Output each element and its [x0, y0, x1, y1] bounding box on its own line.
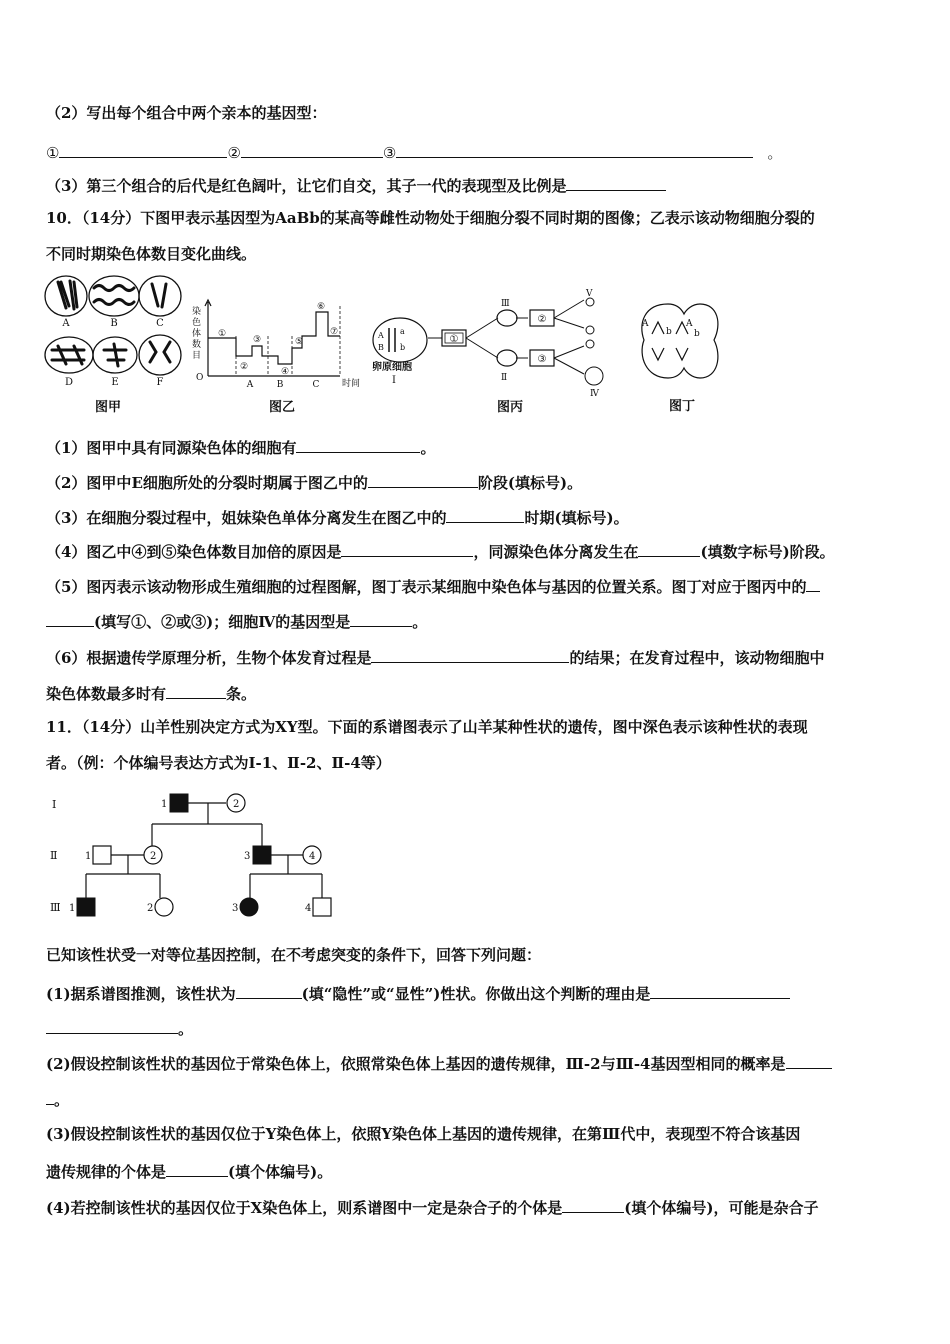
oogonium-cell: [373, 318, 427, 362]
id-ii-4: 4: [309, 851, 316, 862]
q10-s4-text: （4）图乙中④到⑤染色体数目加倍的原因是: [46, 543, 342, 561]
caption-jia: 图甲: [94, 400, 122, 415]
gen3-male-1-affected: [77, 898, 95, 916]
figure-ding: [634, 296, 724, 416]
stage-2: ②: [239, 362, 249, 372]
ding-gene-4: b: [694, 329, 700, 339]
q10-s6-text: （6）根据遗传学原理分析，生物个体发育过程是: [46, 649, 372, 667]
curve: [208, 312, 340, 364]
stage-3: ③: [252, 335, 262, 345]
id-iii-2: 2: [147, 903, 154, 914]
q11-intro-text2: 者。（例：个体编号表达方式为Ⅰ-1、Ⅱ-2、Ⅱ-4等）: [46, 754, 391, 772]
ylabel-1: 染: [192, 307, 202, 317]
ding-gene-3: b: [666, 327, 672, 337]
q10-s3-end: 时期(填标号)。: [524, 509, 629, 527]
id-iii-3: 3: [232, 903, 239, 914]
q11-s1-blank-2b[interactable]: [46, 1017, 178, 1034]
q9-marker-3: ③: [382, 144, 397, 162]
q10-s5-line1: [46, 575, 820, 597]
q11-s4-text: (4)若控制该性状的基因仅位于X染色体上，则系谱图中一定是杂合子的个体是: [46, 1199, 563, 1217]
egg-iv: [585, 367, 603, 385]
q10-s5-blank-1b[interactable]: [46, 610, 94, 627]
q10-s2-end: 阶段(填标号)。: [477, 474, 583, 492]
q10-s4-end: (填数字标号)阶段。: [700, 543, 835, 561]
q10-s6-mid: 的结果；在发育过程中，该动物细胞中: [569, 649, 825, 667]
q11-s4-blank[interactable]: [562, 1196, 624, 1213]
label-f: F: [156, 377, 164, 388]
caption-bing: 图丙: [496, 400, 524, 415]
q10-s6-blank-1[interactable]: [371, 646, 569, 663]
q10-s6-line1: [46, 646, 824, 668]
generation-ii: Ⅱ: [50, 849, 58, 862]
roman-1: Ⅰ: [392, 375, 396, 386]
q10-s5-tail: 。: [412, 613, 428, 631]
q11-s3-end: (填个体编号)。: [228, 1163, 333, 1181]
q11-s2-line1: [46, 1052, 832, 1074]
q11-s1-text: (1)据系谱图推测，该性状为: [46, 985, 236, 1003]
stage-5: ⑤: [294, 337, 304, 347]
q11-s2-text: (2)假设控制该性状的基因位于常染色体上，依照常染色体上基因的遗传规律，Ⅲ-2与Ⅲ-4基因型相同的概率是: [46, 1055, 786, 1073]
phase-a: A: [246, 380, 254, 390]
roman-4: Ⅳ: [590, 389, 599, 399]
q10-intro-text1: 10．（14分）下图甲表示基因型为AaBb的某高等雌性动物处于细胞分裂不同时期的图像；乙表示该动物细胞分裂的: [46, 209, 815, 227]
q9-blank-3[interactable]: [396, 141, 753, 158]
chromosomes-a: [58, 281, 77, 309]
caption-yi: 图乙: [268, 400, 296, 415]
chromosomes-b: [94, 286, 134, 305]
stage-1: ①: [217, 329, 227, 339]
q9-marker-2: ②: [227, 144, 241, 162]
id-i-2: 2: [233, 799, 240, 810]
gen2-male-3-affected: [253, 846, 271, 864]
q11-s2-line2: [46, 1088, 69, 1110]
q9-marker-1: ①: [46, 144, 60, 162]
q10-s4-mid: ，同源染色体分离发生在: [473, 543, 639, 561]
ylabel-3: 体: [192, 329, 202, 339]
chromosomes-f: [150, 342, 170, 362]
oogonium-label: 卵原细胞: [372, 362, 412, 373]
q11-known: [46, 945, 541, 965]
dividing-cell: [642, 304, 718, 378]
ding-gene-1: A: [642, 319, 649, 329]
q9-part3-text: （3）第三个组合的后代是红色阔叶，让它们自交，其子一代的表现型及比例是: [46, 177, 567, 195]
gen3-female-3-affected: [240, 898, 258, 916]
oogonium-chromosomes: [389, 328, 395, 352]
q10-s3-blank[interactable]: [446, 506, 524, 523]
generation-i: Ⅰ: [52, 798, 57, 811]
q10-s5-text: （5）图丙表示该动物形成生殖细胞的过程图解，图丁表示某细胞中染色体与基因的位置关系。图丁对应于图丙中的: [46, 578, 807, 596]
q10-s1: [46, 436, 435, 458]
q10-s5-blank-1a[interactable]: [806, 575, 820, 592]
step-3: ③: [537, 354, 547, 365]
cell-f: [139, 335, 181, 375]
q9-part3-blank[interactable]: [566, 174, 666, 191]
q9-part3: [46, 174, 666, 196]
q11-s2-blank-b[interactable]: [46, 1088, 54, 1105]
cell-ii-upper: [497, 310, 517, 326]
stage-7: ⑦: [329, 327, 339, 337]
figure-jia: [44, 272, 189, 416]
q9-part2-answers: [46, 141, 782, 163]
label-a: A: [62, 318, 70, 329]
chromosomes-c: [152, 284, 166, 307]
roman-5: Ⅴ: [586, 289, 593, 299]
cell-c: [139, 276, 181, 316]
figure-yi: [190, 296, 370, 416]
q10-s1-end: 。: [420, 439, 436, 457]
q11-intro-text1: 11．（14分）山羊性别决定方式为XY型。下面的系谱图表示了山羊某种性状的遗传，图中深色表示该种性状的表现: [46, 718, 808, 736]
q10-s2: [46, 471, 582, 493]
q10-s5-line2: [46, 610, 427, 632]
gene-A: A: [378, 331, 384, 340]
q11-intro-line2: [46, 753, 391, 773]
ding-gene-2: A: [686, 319, 693, 329]
id-ii-3: 3: [244, 851, 251, 862]
label-d: D: [64, 377, 74, 388]
phase-b: B: [276, 380, 284, 390]
q10-s5-blank-2[interactable]: [350, 610, 412, 627]
q11-s4-end: (填个体编号)，可能是杂合子: [624, 1199, 819, 1217]
q10-s2-blank[interactable]: [368, 471, 478, 488]
q11-s1-line1: [46, 982, 790, 1004]
q11-s2-end: 。: [54, 1091, 70, 1109]
id-iii-1: 1: [69, 903, 76, 914]
q10-s3-text: （3）在细胞分裂过程中，姐妹染色单体分离发生在图乙中的: [46, 509, 447, 527]
stage-4: ④: [280, 367, 290, 377]
caption-ding: 图丁: [668, 399, 696, 414]
q9-part2-text: （2）写出每个组合中两个亲本的基因型：: [46, 104, 327, 122]
cell-b: [89, 276, 139, 316]
generation-iii: Ⅲ: [50, 901, 61, 914]
id-ii-2: 2: [150, 851, 157, 862]
xlabel: 时间: [342, 379, 361, 389]
q11-s4: [46, 1196, 818, 1218]
q10-s1-text: （1）图甲中具有同源染色体的细胞有: [46, 439, 297, 457]
chromosomes-e: [104, 344, 126, 366]
q11-s3-line2: [46, 1160, 332, 1182]
q10-s4-blank-2[interactable]: [638, 540, 700, 557]
label-c: C: [156, 318, 164, 329]
q11-s3-line1: [46, 1124, 800, 1144]
ylabel-5: 目: [192, 351, 202, 361]
q11-s2-blank-a[interactable]: [786, 1052, 832, 1069]
q11-s1-blank-1[interactable]: [236, 982, 302, 999]
q10-s4-blank-1[interactable]: [341, 540, 473, 557]
q11-s1-line2: [46, 1017, 193, 1039]
chromosomes-d: [52, 346, 84, 364]
q10-s6-line2: [46, 682, 256, 704]
polar-body-v: [586, 298, 594, 306]
gene-B: B: [378, 343, 384, 352]
stage-6: ⑥: [316, 302, 326, 312]
gen3-male-4: [313, 898, 331, 916]
q10-s3: [46, 506, 629, 528]
q10-s6-blank-2[interactable]: [166, 682, 226, 699]
q10-s6-text2: 染色体数最多时有: [46, 685, 167, 703]
cell-d: [45, 337, 93, 373]
phase-c: C: [312, 380, 320, 390]
q9-blank-2[interactable]: [241, 141, 383, 158]
gen1-male-affected: [170, 794, 188, 812]
id-i-1: 1: [161, 799, 168, 810]
step-2: ②: [537, 314, 547, 325]
q11-s3-text2: 遗传规律的个体是: [46, 1163, 167, 1181]
gene-b: b: [400, 343, 406, 352]
q11-known-text: 已知该性状受一对等位基因控制，在不考虑突变的条件下，回答下列问题：: [46, 946, 542, 964]
q10-s6-end: 条。: [226, 685, 257, 703]
q11-s1-mid: (填“隐性”或“显性”)性状。你做出这个判断的理由是: [301, 985, 651, 1003]
step-1: ①: [449, 334, 459, 345]
label-e: E: [111, 377, 119, 388]
id-ii-1: 1: [85, 851, 92, 862]
q10-intro-line2: [46, 244, 256, 264]
q10-s2-text: （2）图甲中E细胞所处的分裂时期属于图乙中的: [46, 474, 368, 492]
q10-s4: [46, 540, 835, 562]
cell-ii-lower: [497, 350, 517, 366]
figure-bing: [370, 288, 620, 416]
id-iii-4: 4: [305, 903, 312, 914]
q10-intro-line1: [46, 208, 815, 228]
q9-end-mark: 。: [767, 144, 783, 162]
gen2-male-1: [93, 846, 111, 864]
q11-s3-blank[interactable]: [166, 1160, 228, 1177]
q11-s3-text: (3)假设控制该性状的基因仅位于Y染色体上，依照Y染色体上基因的遗传规律，在第Ⅲ代中，表现型不符合该基因: [46, 1125, 801, 1143]
ylabel-4: 数: [192, 340, 202, 350]
q9-part2: [46, 103, 326, 123]
q11-intro-line1: [46, 717, 808, 737]
ylabel-2: 色: [192, 318, 202, 328]
pedigree-chart: [46, 788, 346, 924]
gene-a: a: [400, 327, 405, 336]
q10-intro-text2: 不同时期染色体数目变化曲线。: [46, 245, 257, 263]
roman-2: Ⅱ: [501, 373, 508, 383]
q11-s1-blank-2a[interactable]: [650, 982, 790, 999]
gen3-female-2: [155, 898, 173, 916]
roman-3: Ⅲ: [501, 299, 510, 309]
label-b: B: [110, 318, 118, 329]
q9-blank-1[interactable]: [59, 141, 227, 158]
origin-label: O: [196, 373, 204, 383]
q10-s5-end: (填写①、②或③)；细胞Ⅳ的基因型是: [94, 613, 351, 631]
q11-s1-end: 。: [178, 1020, 194, 1038]
q10-s1-blank[interactable]: [296, 436, 420, 453]
